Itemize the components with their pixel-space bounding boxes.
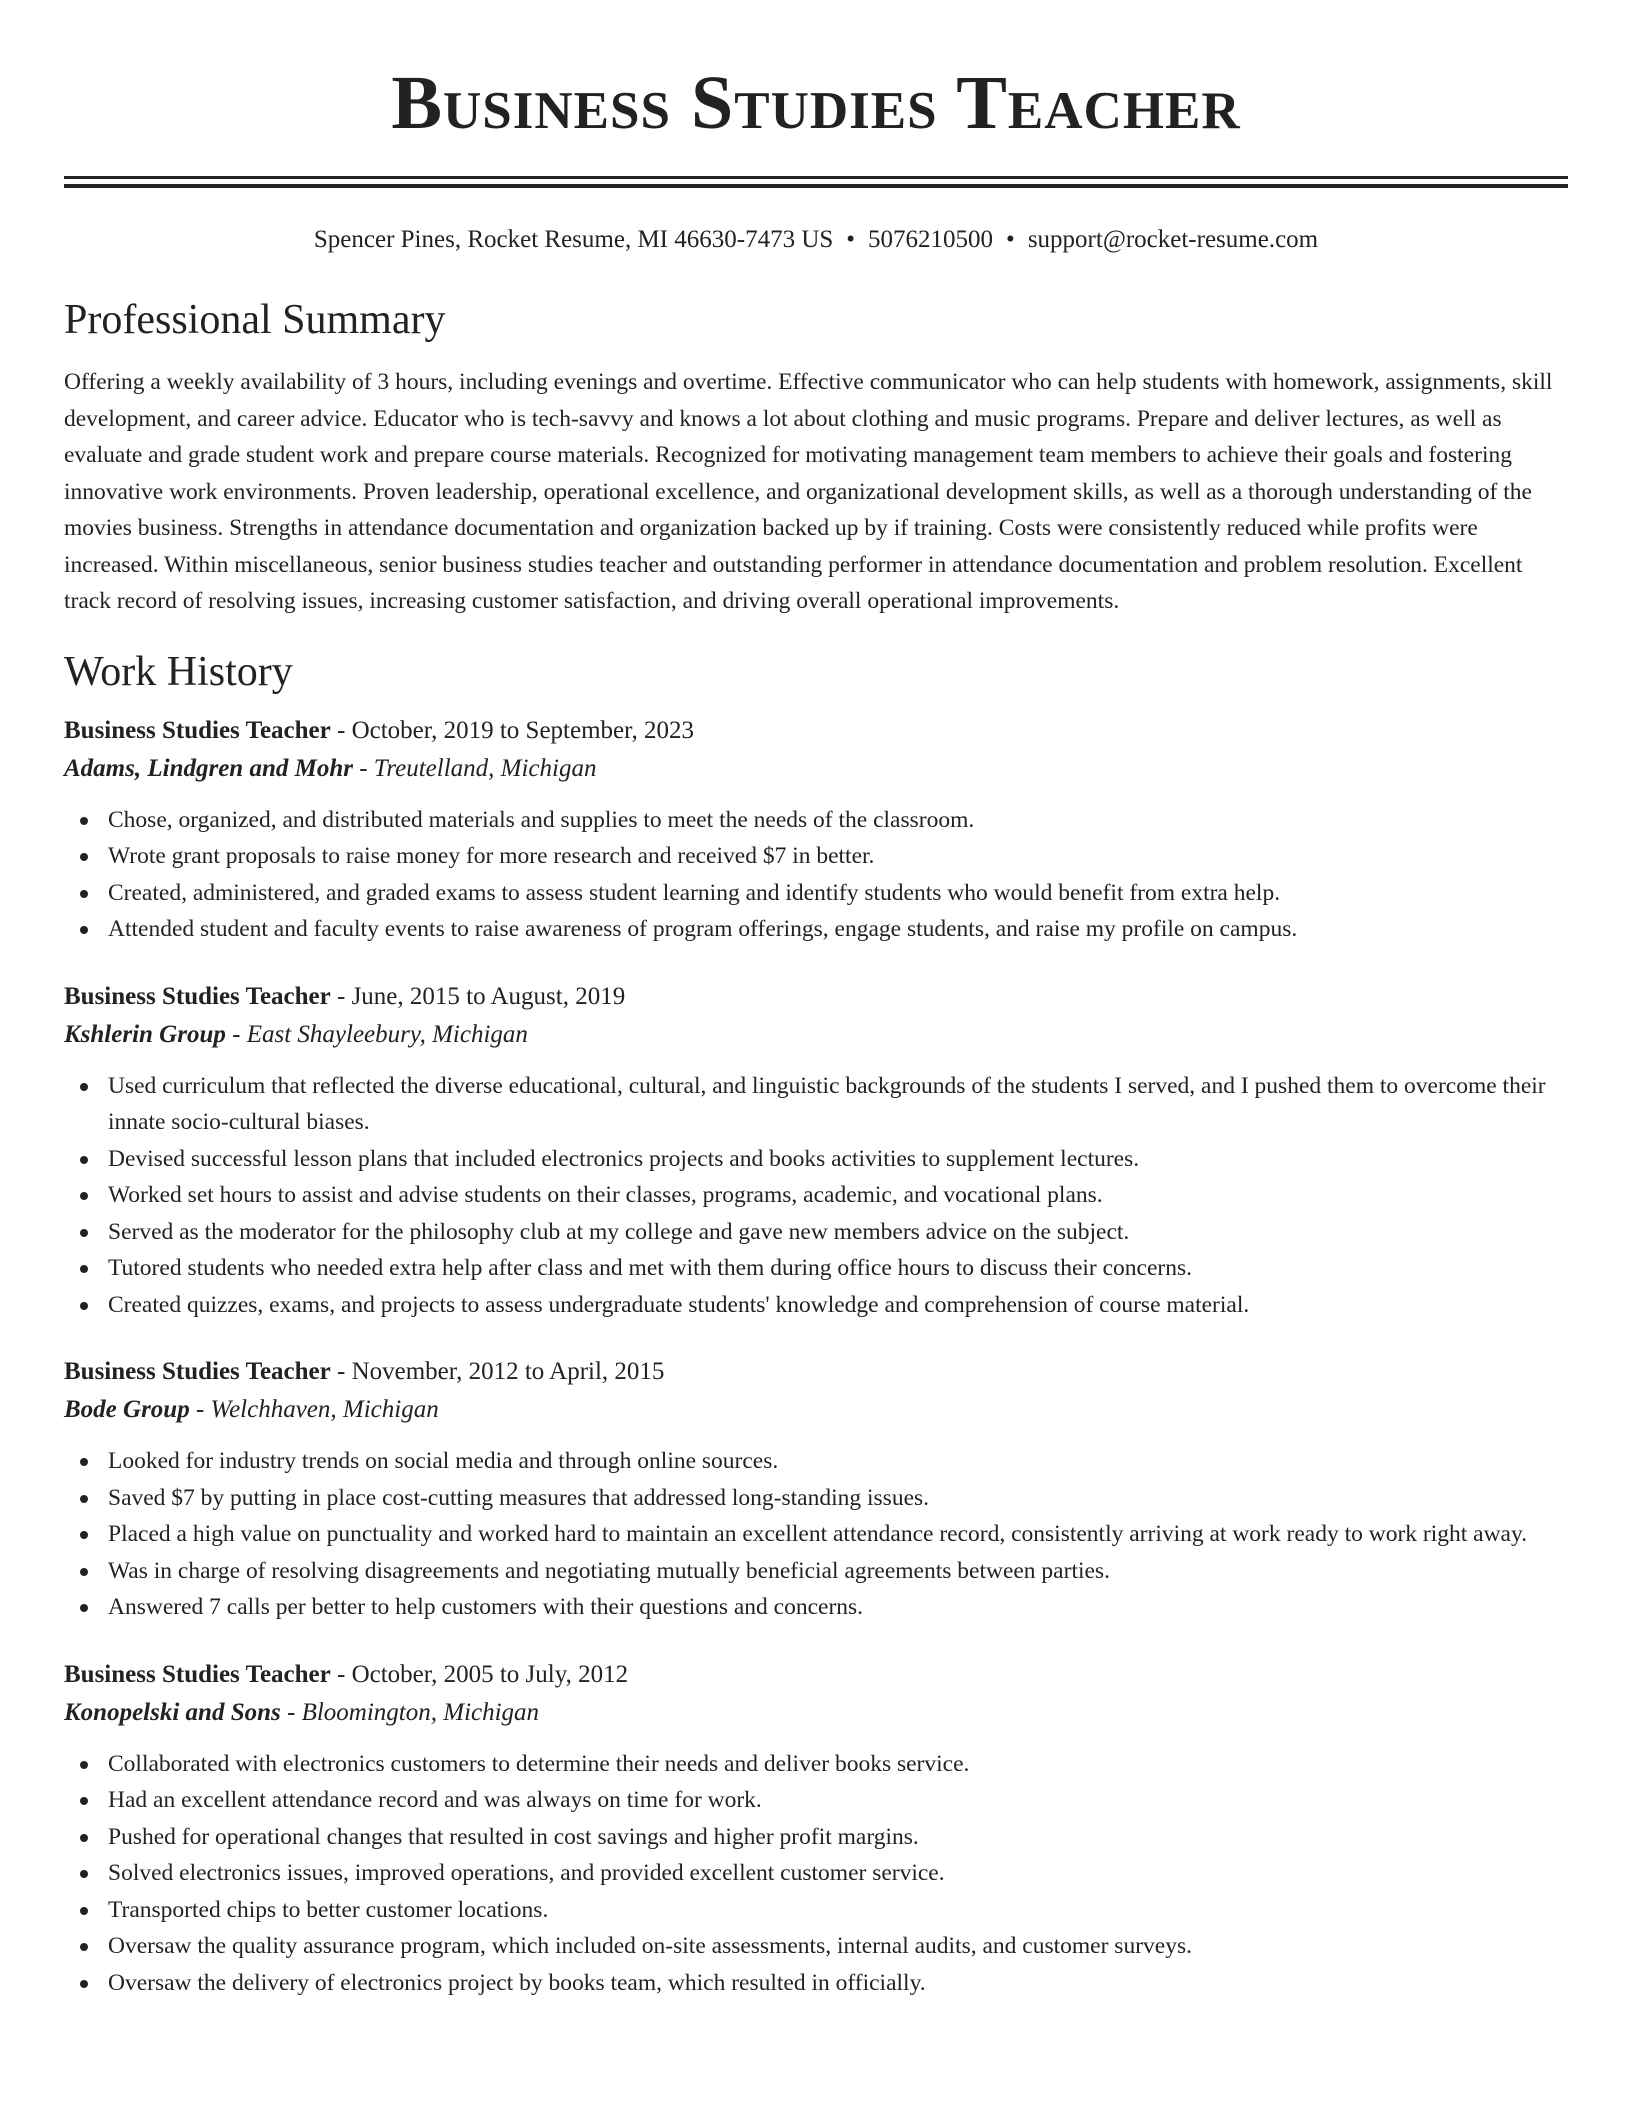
bullet-text: Wrote grant proposals to raise money for more research and received $7 in better. [108,843,875,869]
list-item [64,1177,1568,1214]
list-item [64,1214,1568,1251]
bullet-dot-icon [80,1797,88,1805]
job-bullets [64,802,1568,948]
bullet-text: Chose, organized, and distributed materials and supplies to meet the needs of the classroom. [108,806,975,833]
contact-phone: 5076210500 [868,226,994,253]
list-item [64,1819,1568,1856]
company-line [64,750,1568,788]
contact-separator: • [846,226,856,253]
job-title-line [64,1353,1568,1391]
job-entry [64,712,1568,948]
list-item [64,1855,1568,1892]
job-entry [64,1656,1568,2002]
contact-line [64,224,1568,256]
bullet-text: Attended student and faculty events to raise awareness of program offerings, engage students, and raise my profile on campus. [108,916,1298,942]
bullet-text: Created, administered, and graded exams to assess student learning and identify students who would benefit from extra help. [108,879,1281,906]
contact-address: Spencer Pines, Rocket Resume, MI 46630-7473 US [313,226,834,253]
job-dates: - November, 2012 to April, 2015 [330,1358,665,1385]
bullet-dot-icon [80,1761,88,1769]
company-location: - East Shayleebury, Michigan [225,1020,528,1048]
bullet-text: Looked for industry trends on social media and through online sources. [108,1448,779,1474]
bullet-dot-icon [80,1834,88,1842]
bullet-text: Placed a high value on punctuality and worked hard to maintain an excellent attendance record, consistently arriving at work ready to work right away. [108,1521,1528,1547]
bullet-text: Had an excellent attendance record and was always on time for work. [108,1787,762,1813]
bullet-text: Devised successful lesson plans that included electronics projects and books activities to supplement lectures. [108,1145,1140,1172]
bullet-text: Pushed for operational changes that resulted in cost savings and higher profit margins. [108,1823,919,1850]
company-line [64,1016,1568,1054]
list-item [64,1250,1568,1287]
bullet-dot-icon [80,1531,88,1539]
bullet-text: Tutored students who needed extra help after class and met with them during office hours to discuss their concerns. [108,1255,1193,1281]
list-item [64,1746,1568,1783]
list-item [64,838,1568,875]
contact-email: support@rocket-resume.com [1027,226,1319,253]
job-entry [64,978,1568,1324]
bullet-text: Served as the moderator for the philosophy club at my college and gave new members advice on the subject. [108,1218,1130,1245]
job-title: Business Studies Teacher [64,982,331,1010]
summary-heading: Professional Summary [64,297,446,343]
list-item [64,1443,1568,1480]
job-bullets [64,1746,1568,2002]
job-title: Business Studies Teacher [64,1660,331,1688]
bullet-text: Answered 7 calls per better to help customers with their questions and concerns. [108,1594,864,1620]
job-title: Business Studies Teacher [64,716,331,744]
list-item [64,1553,1568,1590]
list-item [64,1782,1568,1819]
bullet-text: Worked set hours to assist and advise students on their classes, programs, academic, and vocational plans. [108,1182,1103,1208]
job-bullets [64,1068,1568,1324]
list-item [64,1287,1568,1324]
title-divider [64,176,1568,188]
list-item [64,1480,1568,1517]
bullet-dot-icon [80,926,88,934]
job-dates: - June, 2015 to August, 2019 [330,982,626,1010]
bullet-dot-icon [80,1870,88,1878]
summary-text: Offering a weekly availability of 3 hours, including evenings and overtime. Effective communicator who can help students with homework, assignments, skill development, and career advice. Educator who is tech-savvy and knows a lot about clothing and music programs. Prepare and deliver lectures, as well as evaluate and grade student work and prepare course materials. Recognized for motivating management team members to achieve their goals and fostering innovative work environments. Proven leadership, operational excellence, and organizational development skills, as well as a thorough understanding of the movies business. Strengths in attendance documentation and organization backed up by if training. Costs were consistently reduced while profits were increased. Within miscellaneous, senior business studies teacher and outstanding performer in attendance documentation and problem resolution. Excellent track record of resolving issues, increasing customer satisfaction, and driving overall operational improvements. [64,369,1553,614]
bullet-text: Solved electronics issues, improved operations, and provided excellent customer service. [108,1860,945,1886]
company-location: - Treutelland, Michigan [352,754,597,782]
job-title-line [64,978,1568,1016]
bullet-dot-icon [80,1229,88,1237]
list-item [64,1928,1568,1965]
contact-separator: • [1006,226,1015,253]
job-title: Business Studies Teacher [64,1358,331,1385]
bullet-dot-icon [80,1302,88,1310]
job-bullets [64,1443,1568,1626]
company-name: Adams, Lindgren and Mohr [64,754,353,782]
job-title-line [64,1656,1568,1694]
bullet-dot-icon [80,853,88,861]
bullet-dot-icon [80,1083,88,1091]
bullet-dot-icon [80,1495,88,1503]
list-item [64,1516,1568,1553]
job-dates: - October, 2019 to September, 2023 [330,716,694,744]
bullet-text: Collaborated with electronics customers to determine their needs and deliver books service. [108,1750,970,1777]
bullet-dot-icon [80,1192,88,1200]
bullet-dot-icon [80,1907,88,1915]
list-item [64,802,1568,839]
company-line [64,1694,1568,1732]
work-history-heading: Work History [64,648,293,695]
bullet-dot-icon [80,1568,88,1576]
company-name: Bode Group [64,1396,190,1423]
company-location: - Bloomington, Michigan [280,1698,540,1726]
company-name: Konopelski and Sons [64,1698,281,1726]
bullet-dot-icon [80,1980,88,1988]
bullet-dot-icon [80,1943,88,1951]
company-name: Kshlerin Group [64,1020,226,1048]
list-item [64,1068,1568,1141]
bullet-text: Created quizzes, exams, and projects to assess undergraduate students' knowledge and comprehension of course material. [108,1291,1250,1318]
list-item [64,1589,1568,1626]
bullet-dot-icon [80,1265,88,1273]
list-item [64,1965,1568,2002]
bullet-dot-icon [80,1156,88,1164]
job-entry [64,1353,1568,1626]
list-item [64,1141,1568,1178]
bullet-dot-icon [80,890,88,898]
bullet-dot-icon [80,1604,88,1612]
company-line [64,1391,1568,1429]
list-item [64,911,1568,948]
company-location: - Welchhaven, Michigan [189,1396,439,1423]
bullet-text: Oversaw the quality assurance program, which included on-site assessments, internal audits, and customer surveys. [108,1933,1192,1959]
bullet-dot-icon [80,1458,88,1466]
resume-title: Business Studies Teacher [391,61,1241,145]
job-dates: - October, 2005 to July, 2012 [330,1660,629,1688]
bullet-text: Transported chips to better customer locations. [108,1896,549,1923]
work-history-list [64,712,1568,2002]
bullet-text: Saved $7 by putting in place cost-cutting measures that addressed long-standing issues. [108,1484,930,1511]
bullet-text: Oversaw the delivery of electronics project by books team, which resulted in officially. [108,1969,926,1996]
list-item [64,875,1568,912]
bullet-text: Was in charge of resolving disagreements and negotiating mutually beneficial agreements between parties. [108,1557,1110,1584]
bullet-dot-icon [80,817,88,825]
job-title-line [64,712,1568,750]
list-item [64,1892,1568,1929]
bullet-text: Used curriculum that reflected the diverse educational, cultural, and linguistic backgrounds of the students I served, and I pushed them to overcome their innate socio-cultural biases. [108,1072,1546,1135]
